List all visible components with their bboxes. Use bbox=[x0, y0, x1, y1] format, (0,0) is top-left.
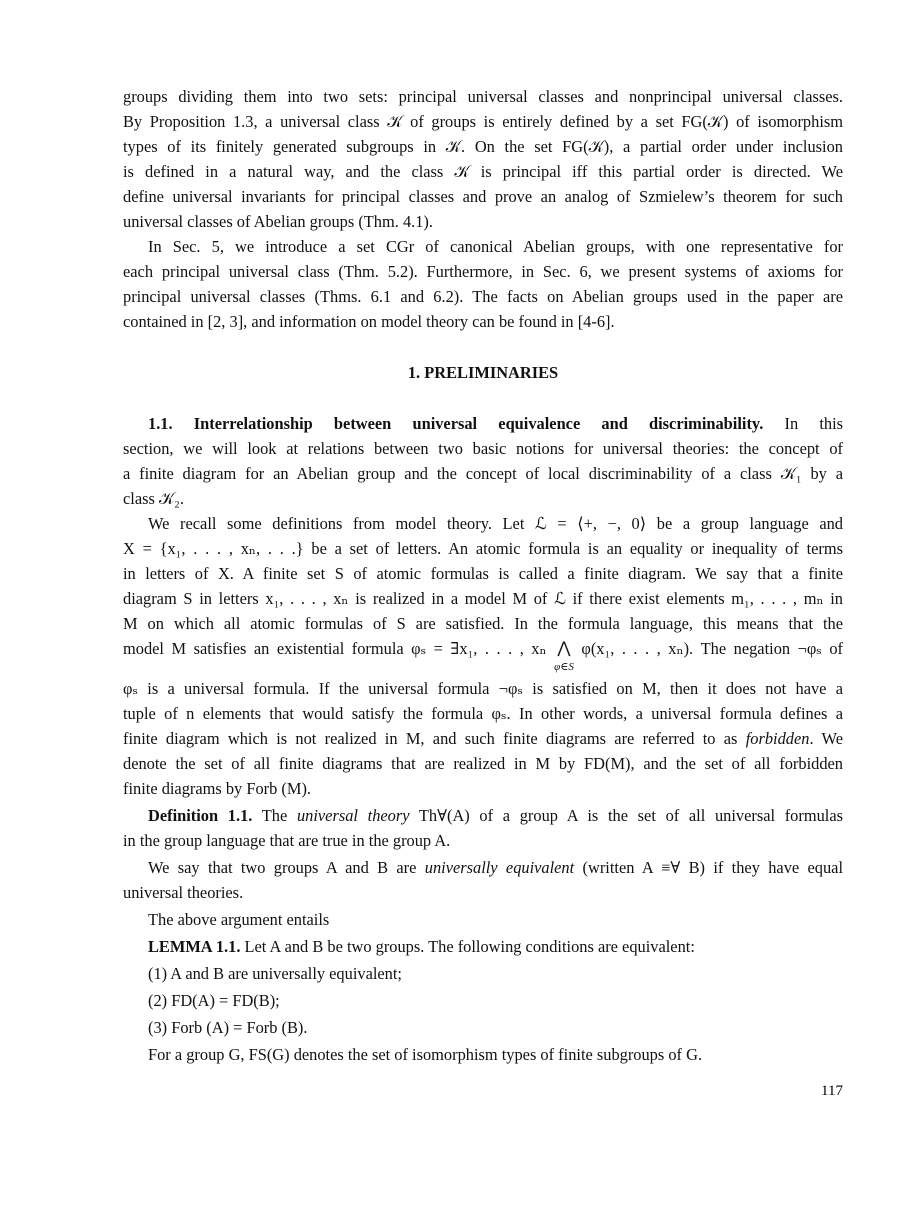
emphasized-term: universal theory bbox=[296, 806, 410, 825]
text-segment: (written A ≡∀ B) if they have equal bbox=[574, 858, 843, 877]
bold-label: 1.1. Interrelationship between universal equivalence and discriminability. bbox=[148, 414, 764, 433]
bold-label: LEMMA 1.1. bbox=[148, 937, 241, 956]
text-segment: The bbox=[252, 806, 297, 825]
text-segment: . We bbox=[809, 729, 843, 748]
text-line bbox=[123, 803, 843, 828]
text-line: define universal invariants for principal classes and prove an analog of Szmielew’s theorem for such bbox=[123, 187, 843, 206]
text-line: M on which all atomic formulas of S are satisfied. In the formula language, this means that the bbox=[123, 614, 843, 633]
big-wedge-operator bbox=[554, 636, 574, 674]
text-line: universal classes of Abelian groups (Thm. 4.1). bbox=[123, 212, 433, 231]
emphasized-term: universally equivalent bbox=[424, 858, 575, 877]
text-line bbox=[123, 855, 843, 880]
section-heading: 1. PRELIMINARIES bbox=[407, 363, 559, 382]
paragraph bbox=[123, 1015, 843, 1040]
text-line: a finite diagram for an Abelian group and the concept of local discriminability of a class 𝒦₁ by a bbox=[123, 464, 843, 483]
text-line: diagram S in letters x₁, . . . , xₙ is realized in a model M of ℒ if there exist elements m₁, . . . , mₙ in bbox=[123, 589, 843, 608]
text-segment: In this bbox=[763, 414, 843, 433]
wedge-subscript: φ∈S bbox=[554, 661, 574, 673]
text-line bbox=[123, 726, 843, 751]
text-line: in letters of X. A finite set S of atomic formulas is called a finite diagram. We say that a finite bbox=[123, 564, 843, 583]
text-line: universal theories. bbox=[123, 883, 244, 902]
bold-label: Definition 1.1. bbox=[148, 806, 253, 825]
text-line: in the group language that are true in the group A. bbox=[123, 831, 451, 850]
text-line: is defined in a natural way, and the class 𝒦 is principal iff this partial order is directed. We bbox=[123, 162, 843, 181]
wedge-symbol: ⋀ bbox=[557, 640, 571, 657]
text-line: types of its finitely generated subgroups in 𝒦. On the set FG(𝒦), a partial order under inclusion bbox=[123, 137, 843, 156]
text-line: (1) A and B are universally equivalent; bbox=[148, 964, 402, 983]
page-number: 117 bbox=[821, 1083, 843, 1099]
paragraph bbox=[123, 511, 843, 801]
paragraph bbox=[123, 411, 843, 511]
paragraph bbox=[123, 1042, 843, 1067]
text-line: groups dividing them into two sets: principal universal classes and nonprincipal universal classes. bbox=[123, 87, 843, 106]
text-line: contained in [2, 3], and information on model theory can be found in [4-6]. bbox=[123, 312, 615, 331]
text-line bbox=[123, 411, 843, 436]
text-line: (3) Forb (A) = Forb (B). bbox=[148, 1018, 308, 1037]
paragraph bbox=[123, 988, 843, 1013]
paragraph bbox=[123, 934, 843, 959]
text-segment: Th∀(A) of a group A is the set of all universal formulas bbox=[409, 806, 843, 825]
text-segment: model M satisfies an existential formula φₛ = ∃x₁, . . . , xₙ bbox=[123, 639, 555, 658]
text-segment: φ(x₁, . . . , xₙ). The negation ¬φₛ of bbox=[573, 639, 843, 658]
text-line bbox=[123, 934, 843, 959]
text-line: X = {x₁, . . . , xₙ, . . .} be a set of letters. An atomic formula is an equality or inequality of terms bbox=[123, 539, 843, 558]
text-line: (2) FD(A) = FD(B); bbox=[148, 991, 280, 1010]
text-line: The above argument entails bbox=[148, 910, 330, 929]
text-segment: Let A and B be two groups. The following conditions are equivalent: bbox=[240, 937, 695, 956]
text-line: φₛ is a universal formula. If the universal formula ¬φₛ is satisfied on M, then it does not have a bbox=[123, 679, 843, 698]
paragraph bbox=[123, 803, 843, 853]
paragraph bbox=[123, 961, 843, 986]
text-line: section, we will look at relations between two basic notions for universal theories: the concept of bbox=[123, 439, 843, 458]
emphasized-term: forbidden bbox=[745, 729, 810, 748]
text-line: each principal universal class (Thm. 5.2). Furthermore, in Sec. 6, we present systems of axioms for bbox=[123, 262, 843, 281]
text-line: tuple of n elements that would satisfy the formula φₛ. In other words, a universal formula defines a bbox=[123, 704, 843, 723]
text-line: We recall some definitions from model theory. Let ℒ = ⟨+, −, 0⟩ be a group language and bbox=[148, 514, 843, 533]
text-line bbox=[123, 636, 843, 676]
text-segment: We say that two groups A and B are bbox=[148, 858, 425, 877]
text-line: class 𝒦₂. bbox=[123, 489, 184, 508]
paragraph bbox=[123, 84, 843, 234]
text-line: denote the set of all finite diagrams that are realized in M by FD(M), and the set of all forbidden bbox=[123, 754, 843, 773]
page-body bbox=[123, 84, 843, 1067]
text-line: principal universal classes (Thms. 6.1 and 6.2). The facts on Abelian groups used in the paper are bbox=[123, 287, 843, 306]
paragraph bbox=[123, 855, 843, 905]
text-line: In Sec. 5, we introduce a set CGr of canonical Abelian groups, with one representative for bbox=[148, 237, 843, 256]
paragraph bbox=[123, 907, 843, 932]
text-line: By Proposition 1.3, a universal class 𝒦 of groups is entirely defined by a set FG(𝒦) of isomorphism bbox=[123, 112, 843, 131]
text-line: For a group G, FS(G) denotes the set of isomorphism types of finite subgroups of G. bbox=[148, 1045, 703, 1064]
text-line: finite diagrams by Forb (M). bbox=[123, 779, 312, 798]
text-segment: finite diagram which is not realized in M, and such finite diagrams are referred to as bbox=[123, 729, 746, 748]
paragraph bbox=[123, 234, 843, 334]
